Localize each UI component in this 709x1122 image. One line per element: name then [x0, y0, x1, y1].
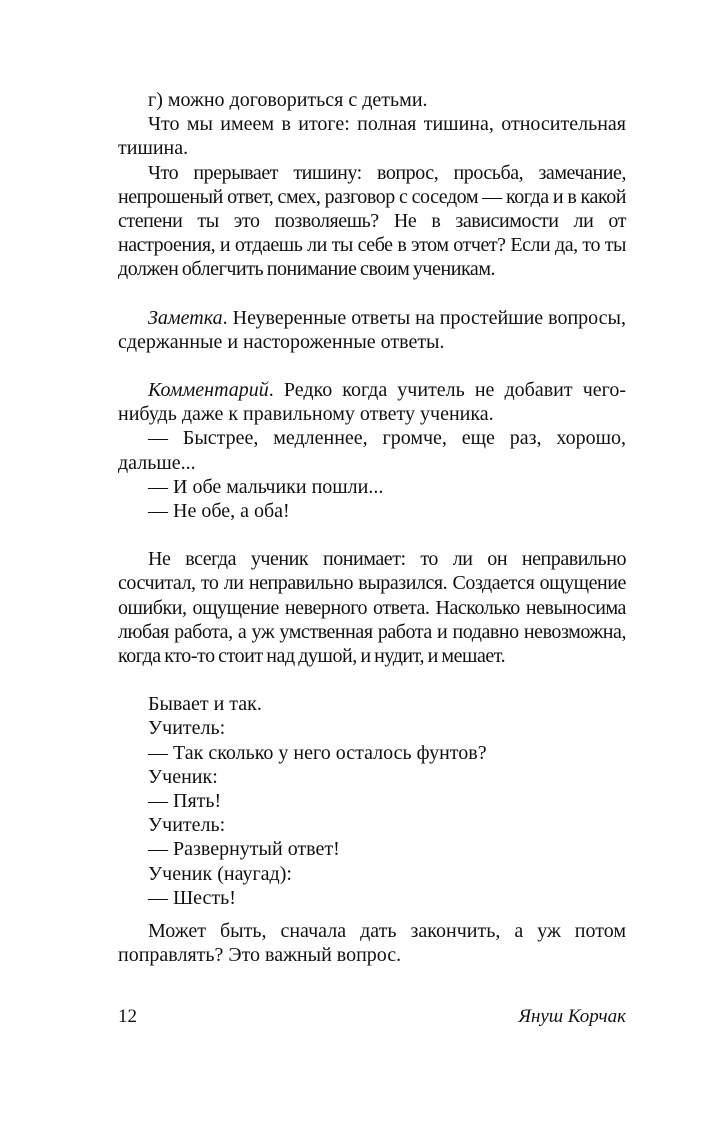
page-number: 12	[118, 1006, 137, 1027]
dialogue-student-guess-answer: — Шесть!	[148, 886, 236, 909]
comment-label: Комментарий	[148, 379, 269, 402]
dialogue-speaker-teacher: Учитель:	[148, 717, 226, 740]
dialogue-speaker-teacher: Учитель:	[148, 814, 226, 837]
running-author: Януш Корчак	[518, 1006, 626, 1027]
page-footer	[118, 1006, 626, 1032]
comment-text: . Редко когда учитель не добавит чего-нибудь даже к правильному ответу ученика.	[118, 379, 626, 426]
dialogue-intro: Бывает и так.	[148, 693, 262, 716]
paragraph-gap	[118, 910, 626, 919]
paragraph-gap	[118, 523, 626, 547]
dialogue-teacher-question: — Так сколько у него осталось фунтов?	[148, 741, 487, 764]
dialogue-student-answer: — Пять!	[148, 790, 222, 813]
note-label: Заметка	[148, 306, 223, 329]
dialogue-speaker-student: Ученик:	[148, 765, 218, 788]
paragraph-note	[118, 306, 626, 354]
paragraph-gap	[118, 354, 626, 378]
dialogue-line-boys: — И обе мальчики пошли...	[148, 475, 384, 498]
paragraph-list-item-d: г) можно договориться с детьми.	[148, 89, 428, 111]
paragraph-result: Что мы имеем в итоге: полная тишина, относительная тишина.	[118, 113, 626, 160]
paragraph-gap	[118, 668, 626, 692]
page-body	[118, 88, 626, 968]
dialogue-speaker-student-guess: Ученик (наугад):	[148, 862, 292, 885]
paragraph-student-understanding: Не всегда ученик понимает: то ли он неправильно сосчитал, то ли неправильно выразился. Создается ощущение ошибки, ощущение неверного ответа. Насколько невыносима любая работа, а уж умственная работа и подавно невозможна, когда кто-то стоит над душой, и нудит, и мешает.	[118, 548, 626, 668]
paragraph-gap	[118, 282, 626, 306]
paragraph-silence-interruptions: Что прерывает тишину: вопрос, просьба, замечание, непрошеный ответ, смех, разговор с соседом — когда и в какой степени ты это позволяешь? Не в зависимости ли от настроения, и отдаешь ли ты себе в этом отчет? Если да, то ты должен облегчить понимание своим ученикам.	[118, 161, 626, 281]
paragraph-comment	[118, 378, 626, 426]
dialogue-line-correction: — Не обе, а оба!	[148, 500, 290, 523]
dialogue-line-faster: — Быстрее, медленнее, громче, еще раз, хорошо, дальше...	[118, 427, 626, 474]
note-text: . Неуверенные ответы на простейшие вопросы, сдержанные и настороженные ответы.	[118, 306, 626, 353]
paragraph-important-question: Может быть, сначала дать закончить, а уж потом поправлять? Это важный вопрос.	[118, 920, 626, 967]
dialogue-teacher-demand: — Развернутый ответ!	[148, 838, 340, 861]
